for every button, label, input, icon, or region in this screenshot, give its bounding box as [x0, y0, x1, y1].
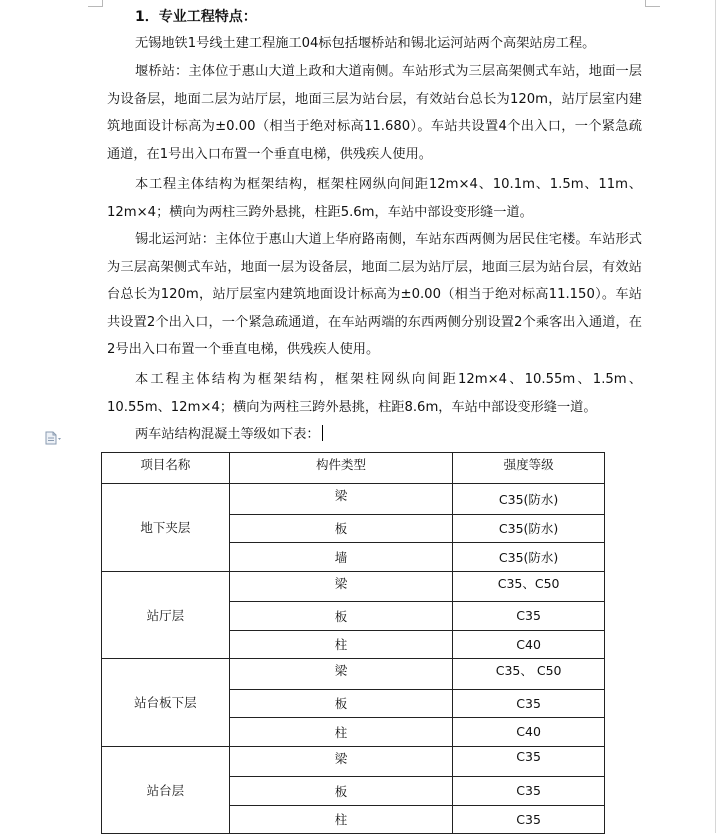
- component-cell: 板: [229, 689, 453, 718]
- component-cell: 墙: [229, 543, 453, 572]
- paragraph-xibei-station: 锡北运河站：主体位于惠山大道上华府路南侧，车站东西两侧为居民住宅楼。车站形式为三层高架侧式车站，地面一层为设备层，地面二层为站厅层，地面三层为站台层，有效站台总长为120m，站厅层室内建筑地面设计标高为±0.00（相当于绝对标高11.150）。车站共设置2个出入口，一个紧急疏通道，在车站两端的东西两侧分别设置2个乘客出入通道，在2号出入口布置一个垂直电梯，供残疾人使用。: [107, 232, 642, 358]
- component-cell: 柱: [229, 630, 453, 659]
- grade-cell: C35: [453, 602, 605, 631]
- grade-cell: C35: [453, 689, 605, 718]
- component-cell: 梁: [229, 484, 453, 515]
- group-name-cell: 地下夹层: [102, 484, 230, 572]
- table-intro-text: 两车站结构混凝土等级如下表：: [135, 427, 320, 442]
- component-cell: 梁: [229, 659, 453, 690]
- grade-cell: C35(防水): [453, 484, 605, 515]
- table-row: [102, 659, 605, 690]
- table-header-row: [102, 453, 605, 484]
- grade-cell: C35(防水): [453, 514, 605, 543]
- grade-cell: C40: [453, 718, 605, 747]
- component-cell: 板: [229, 514, 453, 543]
- grade-cell: C35: [453, 777, 605, 806]
- table-row: [102, 571, 605, 602]
- component-cell: 柱: [229, 718, 453, 747]
- grade-cell: C35、C50: [453, 571, 605, 602]
- paragraph-table-intro[interactable]: [107, 421, 642, 449]
- margin-crop-mark-right: [645, 0, 660, 7]
- component-cell: 板: [229, 602, 453, 631]
- group-name-cell: 站台板下层: [102, 659, 230, 747]
- table-row: [102, 746, 605, 777]
- header-item-name: 项目名称: [102, 453, 230, 484]
- grade-cell: C40: [453, 630, 605, 659]
- paragraph-yanqiao-station: 堰桥站：主体位于惠山大道上政和大道南侧。车站形式为三层高架侧式车站，地面一层为设备层，地面二层为站厅层，地面三层为站台层，有效站台总长为120m，站厅层室内建筑地面设计标高为±0.00（相当于绝对标高11.680）。车站共设置4个出入口，一个紧急疏通道，在1号出入口布置一个垂直电梯，供残疾人使用。: [107, 64, 642, 162]
- text-cursor: [322, 425, 323, 441]
- grade-cell: C35、 C50: [453, 659, 605, 690]
- group-name-cell: 站台层: [102, 746, 230, 834]
- header-strength-grade: 强度等级: [453, 453, 605, 484]
- paragraph-intro: 无锡地铁1号线土建工程施工04标包括堰桥站和锡北运河站两个高架站房工程。: [135, 36, 596, 51]
- document-note-icon[interactable]: [45, 430, 63, 444]
- paragraph-yanqiao-structure: 本工程主体结构为框架结构，框架柱网纵向间距12m×4、10.1m、1.5m、11m、12m×4；横向为两柱三跨外悬挑，柱距5.6m，车站中部设变形缝一道。: [107, 177, 642, 220]
- table-row: [102, 484, 605, 515]
- grade-cell: C35: [453, 746, 605, 777]
- section-heading: 1．专业工程特点：: [135, 9, 257, 25]
- component-cell: 梁: [229, 571, 453, 602]
- paragraph-xibei-structure: 本工程主体结构为框架结构，框架柱网纵向间距12m×4、10.55m、1.5m、10.55m、12m×4；横向为两柱三跨外悬挑，柱距8.6m，车站中部设变形缝一道。: [107, 372, 642, 415]
- header-component-type: 构件类型: [229, 453, 453, 484]
- component-cell: 柱: [229, 805, 453, 834]
- component-cell: 梁: [229, 746, 453, 777]
- group-name-cell: 站厅层: [102, 571, 230, 659]
- margin-crop-mark-left: [88, 0, 103, 7]
- component-cell: 板: [229, 777, 453, 806]
- grade-cell: C35(防水): [453, 543, 605, 572]
- grade-cell: C35: [453, 805, 605, 834]
- concrete-grade-table: [101, 452, 605, 834]
